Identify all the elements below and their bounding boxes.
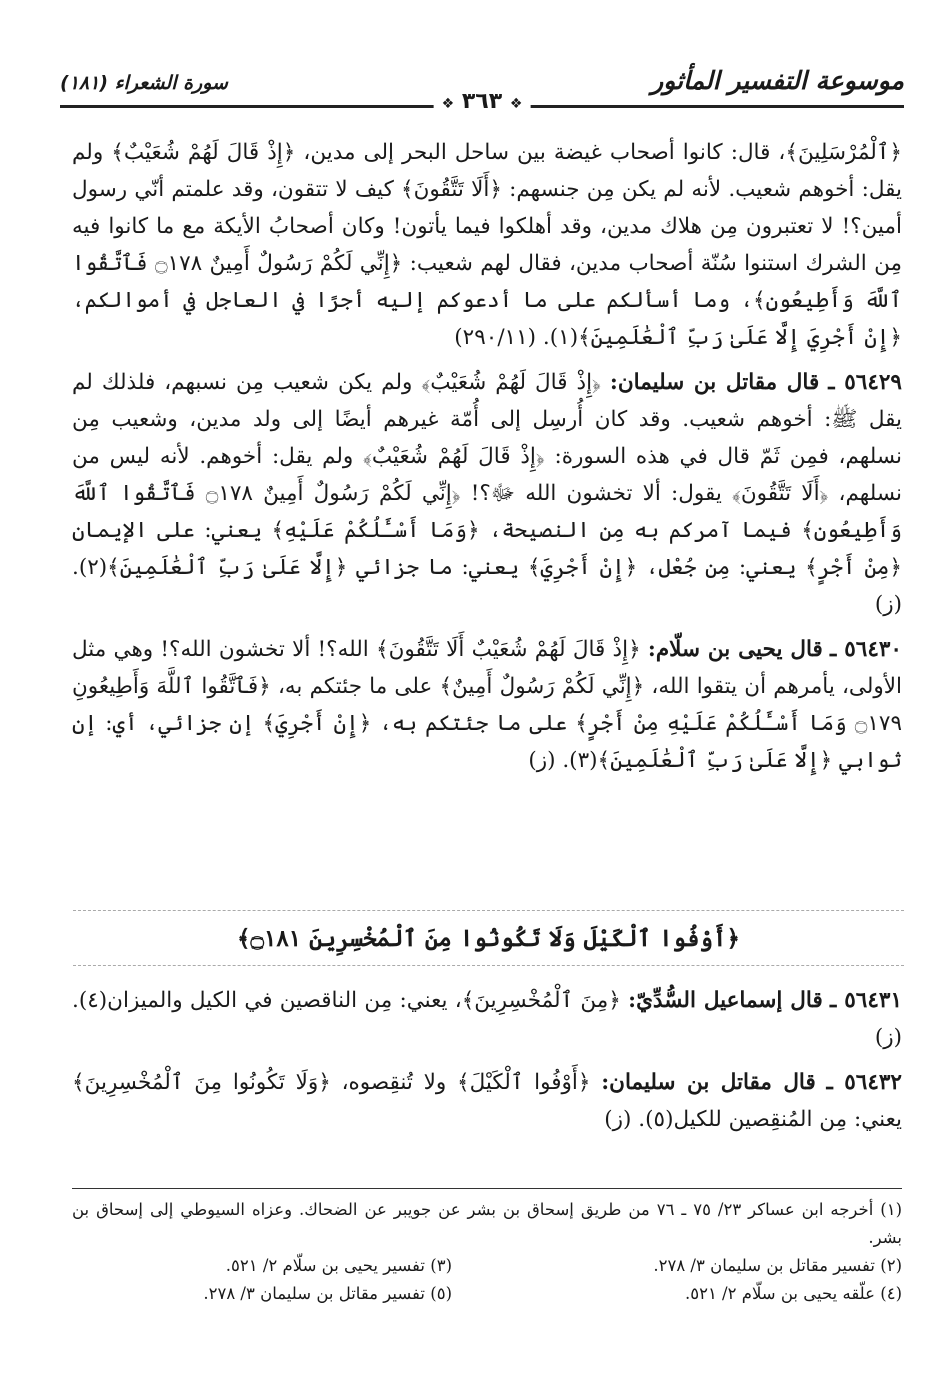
verse-heading: ﴿أَوْفُوا ٱلْكَيْلَ وَلَا تَكُونُوا مِنَ ٱلْمُخْسِرِينَ ۝١٨١﴾: [237, 924, 740, 952]
report-number: ٥٦٤٣١ ـ: [830, 988, 902, 1013]
footnote-row: [72, 1280, 902, 1308]
paragraph: [72, 1064, 902, 1138]
surah-label: سورة الشعراء (١٨١): [60, 72, 228, 94]
report-number: ٥٦٤٢٩ ـ: [828, 370, 902, 395]
paragraph-text: ﴿مِنَ ٱلْمُخْسِرِينَ﴾، يعني: مِن الناقصين في الكيل والميزان(٤).: [72, 988, 621, 1013]
footnote: (٥) تفسير مقاتل بن سليمان ٣/ ٢٧٨.: [203, 1284, 452, 1303]
ornament-icon: ❖: [441, 96, 455, 112]
paragraph: [72, 631, 902, 779]
verse-heading-box: [73, 910, 904, 966]
source-ref: (٢٩٠/١١): [454, 325, 537, 350]
page-number-block: [434, 89, 531, 114]
paragraph-text: ﴿ٱلْمُرْسَلِينَ﴾، قال: كانوا أصحاب غيضة بين ساحل البحر إلى مدين، ﴿إِذْ قَالَ لَهُمْ شُعَيْبٌ﴾ ولم يقل: أخوهم شعيب. لأنه لم يكن مِن جنسهم: ﴿أَلَا تَتَّقُونَ﴾ كيف لا تتقون، وقد علمتم أنّي رسول أمين؟! لا تعتبرون مِن هلاك مدين، وقد أهلكوا فيما يأتون! وكان أصحابُ الأيكة مع ما كانوا فيه مِن الشرك استنوا سُنّة أصحاب مدين، فقال لهم شعيب: ﴿إِنِّي لَكُمْ رَسُولٌ أَمِينٌ ۝١٧٨ فَٱتَّقُوا ٱللَّهَ وَأَطِيعُونِ﴾، وما أسألكم على ما أدعوكم إليه أجرًا في العاجل في أموالكم، ﴿إِنْ أَجْرِيَ إِلَّا عَلَىٰ رَبِّ ٱلْعَٰلَمِينَ﴾(١).: [72, 140, 902, 350]
footnote-row: [72, 1252, 902, 1280]
main-text: [72, 134, 902, 787]
report-author: قال مقاتل بن سليمان:: [609, 370, 820, 395]
report-author: قال إسماعيل السُّدِّيّ:: [628, 988, 823, 1013]
footnote: (١) أخرجه ابن عساكر ٢٣/ ٧٥ ـ ٧٦ من طريق إسحاق بن بشر عن جويبر عن الضحاك. وعزاه السيوطي إلى إسحاق بن بشر.: [72, 1200, 902, 1247]
paragraph-text: ﴿أَوْفُوا ٱلْكَيْلَ﴾ ولا تُنقِصوه، ﴿وَلَا تَكُونُوا مِنَ ٱلْمُخْسِرِينَ﴾ يعني: مِن المُنقِصين للكيل(٥).: [72, 1070, 902, 1132]
source-ref: (ز): [874, 592, 902, 617]
paragraph: [72, 982, 902, 1056]
source-ref: (ز): [874, 1025, 902, 1050]
source-ref: (ز): [528, 748, 556, 773]
report-author: قال مقاتل بن سليمان:: [601, 1070, 816, 1095]
report-number: ٥٦٤٣٠ ـ: [830, 637, 902, 662]
paragraph-text: ﴿إِذْ قَالَ لَهُمْ شُعَيْبٌ أَلَا تَتَّقُونَ﴾ الله؟! ألا تخشون الله؟! وهي مثل الأولى، يأمرهم أن يتقوا الله، ﴿إِنِّي لَكُمْ رَسُولٌ أَمِينٌ﴾ على ما جئتكم به، ﴿فَٱتَّقُوا ٱللَّهَ وَأَطِيعُونِ ۝١٧٩ وَمَا أَسْـَٔلُكُمْ عَلَيْهِ مِنْ أَجْرٍ﴾ على ما جئتكم به، ﴿إِنْ أَجْرِيَ﴾ إن جزائي، أي: إن ثوابي ﴿إِلَّا عَلَىٰ رَبِّ ٱلْعَٰلَمِينَ﴾(٣).: [72, 637, 902, 773]
paragraph: [72, 364, 902, 623]
footnotes: [72, 1196, 902, 1308]
ornament-icon: ❖: [509, 96, 523, 112]
page-number: ٣٦٣: [461, 89, 503, 114]
paragraph: [72, 134, 902, 356]
book-title: موسوعة التفسير المأثور: [651, 66, 904, 95]
report-number: ٥٦٤٣٢ ـ: [826, 1070, 902, 1095]
footnote-divider: [72, 1188, 902, 1189]
source-ref: (ز): [604, 1107, 632, 1132]
footnote: (٢) تفسير مقاتل بن سليمان ٣/ ٢٧٨.: [653, 1256, 902, 1275]
report-author: قال يحيى بن سلّام:: [647, 637, 823, 662]
running-header: [60, 60, 904, 120]
main-text-continued: [72, 982, 902, 1146]
paragraph-text: ﴿إِذْ قَالَ لَهُمْ شُعَيْبٌ﴾ ولم يكن شعيب مِن نسبهم، فلذلك لم يقل ﷺ: أخوهم شعيب. وقد كان أُرسِل إلى أُمّة غيرهم أيضًا إلى ولد مدين، وشعيب مِن نسلهم، فمِن ثَمّ قال في هذه السورة: ﴿إِذْ قَالَ لَهُمْ شُعَيْبٌ﴾ ولم يقل: أخوهم. لأنه ليس من نسلهم، ﴿أَلَا تَتَّقُونَ﴾ يقول: ألا تخشون الله ﷻ؟! ﴿إِنِّي لَكُمْ رَسُولٌ أَمِينٌ ۝١٧٨ فَٱتَّقُوا ٱللَّهَ وَأَطِيعُونِ﴾ فيما آمركم به مِن النصيحة، ﴿وَمَا أَسْـَٔلُكُمْ عَلَيْهِ﴾ يعني: على الإيمان ﴿مِنْ أَجْرٍ﴾ يعني: مِن جُعْل، ﴿إِنْ أَجْرِيَ﴾ يعني: ما جزائي ﴿إِلَّا عَلَىٰ رَبِّ ٱلْعَٰلَمِينَ﴾(٢).: [72, 370, 902, 580]
footnote: (٤) علّقه يحيى بن سلّام ٢/ ٥٢١.: [684, 1284, 902, 1303]
footnote: (٣) تفسير يحيى بن سلّام ٢/ ٥٢١.: [225, 1256, 452, 1275]
